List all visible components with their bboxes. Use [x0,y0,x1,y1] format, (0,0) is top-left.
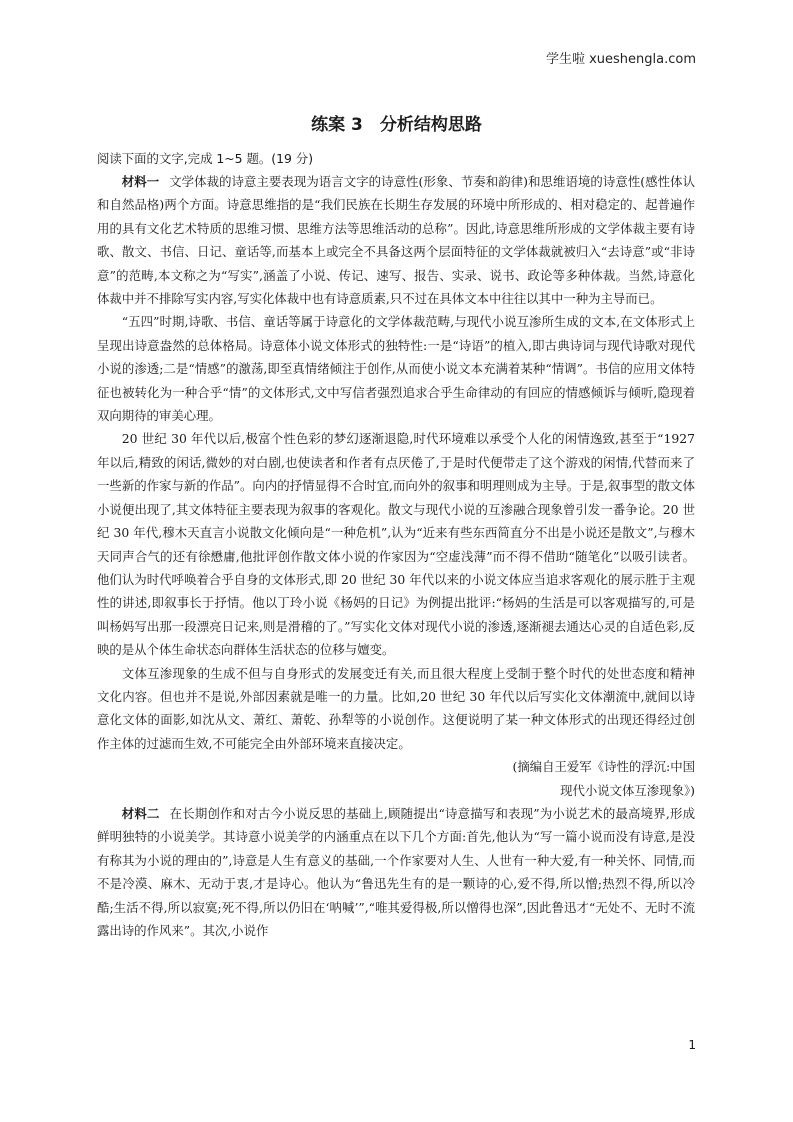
material1-paragraph-2: “五四”时期,诗歌、书信、童话等属于诗意化的文学体裁范畴,与现代小说互渗所生成的文本,在文体形式上呈现出诗意盎然的总体格局。诗意体小说文体形式的独特性:一是“诗语”的植入,即古典诗词与现代诗歌对现代小说的渗透;二是“情感”的激荡,即至真情绪倾注于创作,从而使小说文本充满着某种“情调”。书信的应用文体特征也被转化为一种合乎“情”的文体形式,文中写信者强烈追求合乎生命律动的有回应的情感倾诉与倾听,隐现着双向期待的审美心理。 [97,314,695,424]
material2-label: 材料二 [121,805,160,821]
material1-paragraph-1 [97,170,695,310]
watermark: 学生啦 xueshengla.com [545,52,696,67]
instruction: 阅读下面的文字,完成 1~5 题。(19 分) [97,151,314,166]
material2-p1-text: 在长期创作和对古今小说反思的基础上,顾随提出“诗意描写和表现”为小说艺术的最高境界,形成鲜明独特的小说美学。其诗意小说美学的内涵重点在以下几个方面:首先,他认为“写一篇小说而没有诗意,是没有称其为小说的理由的”,诗意是人生有意义的基础,一个作家要对人生、人世有一种大爱,有一种关怀、同情,而不是冷漠、麻木、无动于衷,才是诗心。他认为“鲁迅先生有的是一颗诗的心,爱不得,所以憎;热烈不得,所以冷酷;生活不得,所以寂寞;死不得,所以仍旧在‘呐喊’”,“唯其爱得极,所以憎得也深”,因此鲁迅才“无处不、无时不流露出诗的作风来”。其次,小说作 [97,805,696,938]
material1-paragraph-3: 20 世纪 30 年代以后,极富个性色彩的梦幻逐渐退隐,时代环境难以承受个人化的闲情逸致,甚至于“1927 年以后,精致的闲话,微妙的对白剧,也使读者和作者有点厌倦了,于是时代便带走了这个游戏的闲情,代替而来了一些新的作家与新的作品”。向内的抒情显得不合时宜,而向外的叙事和明理则成为主导。于是,叙事型的散文体小说便出现了,其文体特征主要表现为叙事的客观化。散文与现代小说的互渗融合现象曾引发一番争论。20 世纪 30 年代,穆木天直言小说散文化倾向是“一种危机”,认为“近来有些东西简直分不出是小说还是散文”,与穆木天同声合气的还有徐懋庸,他批评创作散文体小说的作家因为“空虚浅薄”而不得不借助“随笔化”以吸引读者。他们认为时代呼唤着合乎自身的文体形式,即 20 世纪 30 年代以来的小说文体应当追求客观化的展示胜于主观性的讲述,即叙事长于抒情。他以丁玲小说《杨妈的日记》为例提出批评:“杨妈的生活是可以客观描写的,可是叫杨妈写出那一段漂亮日记来,则是滑稽的了。”写实化文体对现代小说的渗透,逐渐褪去通达心灵的自适色彩,反映的是从个体生命状态向群体生活状态的位移与嬗变。 [97,431,695,658]
page-title: 练案 3 分析结构思路 [311,115,482,135]
material1-source-line-2: 现代小说文体互渗现象》) [560,782,695,798]
material2-paragraph-1 [97,802,695,942]
document-body [97,148,695,942]
page-number: 1 [688,1038,696,1052]
material1-label: 材料一 [121,174,160,189]
material1-p1-text: 文学体裁的诗意主要表现为语言文字的诗意性(形象、节奏和韵律)和思维语境的诗意性(感性体认和自然品格)两个方面。诗意思维指的是“我们民族在长期生存发展的环境中所形成的、相对稳定的、起普遍作用的具有文化艺术特质的思维习惯、思维方法等思维活动的总称”。因此,诗意思维所形成的文学体裁主要有诗歌、散文、书信、日记、童话等,而基本上或完全不具备这两个层面特征的文学体裁就被归入“去诗意”或“非诗意”的范畴,本文称之为“写实”,涵盖了小说、传记、速写、报告、实录、说书、政论等多种体裁。当然,诗意化体裁中并不排除写实内容,写实化体裁中也有诗意质素,只不过在具体文本中往往以其中一种为主导而已。 [97,174,695,307]
material1-source-line-1: (摘编自王爱军《诗性的浮沉:中国 [512,759,695,775]
material1-paragraph-4: 文体互渗现象的生成不但与自身形式的发展变迁有关,而且很大程度上受制于整个时代的处世态度和精神文化内容。但也并不是说,外部因素就是唯一的力量。比如,20 世纪 30 年代以后写实化文体潮流中,就间以诗意化文体的面影,如沈从文、萧红、萧乾、孙犁等的小说创作。这便说明了某一种文体形式的出现还得经过创作主体的过滤而生效,不可能完全由外部环境来直接决定。 [97,665,695,751]
